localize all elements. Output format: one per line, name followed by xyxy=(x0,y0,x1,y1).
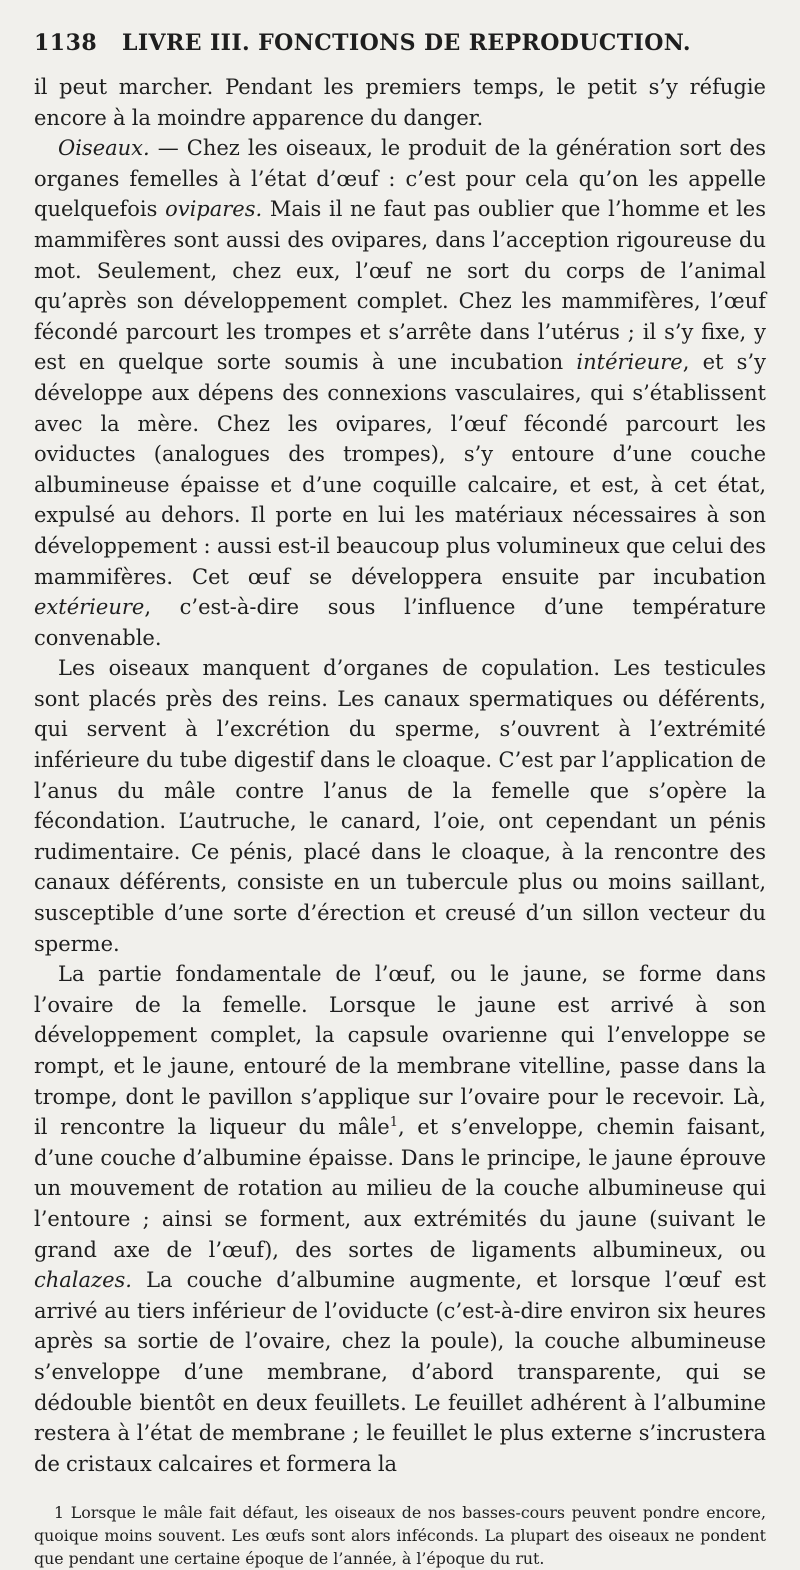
text-run: , et s’enveloppe, chemin faisant, d’une couche d’albumine épaisse. Dans le principe, le jaune éprouve un mouvement de rotation au milieu de la couche albumineuse qui l’entoure ; ainsi se forment, aux extrémités du jaune (suivant le grand axe de l’œuf), des sortes de ligaments albumineux, ou xyxy=(34,1115,766,1262)
paragraph xyxy=(34,72,766,133)
footnote-ref: 1 xyxy=(389,1115,398,1131)
text-run: Les oiseaux manquent d’organes de copulation. Les testicules sont placés près des reins. Les canaux spermatiques ou déférents, qui servent à l’excrétion du sperme, s’ouvrent à l’extrémité inférieure du tube digestif dans le cloaque. C’est par l’application de l’anus du mâle contre l’anus de la femelle que s’opère la fécondation. L’autruche, le canard, l’oie, ont cependant un pénis rudimentaire. Ce pénis, placé dans le cloaque, à la rencontre des canaux déférents, consiste en un tubercule plus ou moins saillant, susceptible d’une sorte d’érection et creusé d’un sillon vecteur du sperme. xyxy=(34,656,766,956)
text-run: il peut marcher. Pendant les premiers temps, le petit s’y réfugie encore à la moindre apparence du danger. xyxy=(34,75,766,130)
footnotes xyxy=(34,1501,766,1570)
italic-term: chalazes. xyxy=(34,1268,132,1293)
text-run: La couche d’albumine augmente, et lorsque l’œuf est arrivé au tiers inférieur de l’oviducte (c’est-à-dire environ six heures après sa sortie de l’ovaire, chez la poule), la couche albumineuse s’enveloppe d’une membrane, d’abord transparente, qui se dédouble bientôt en deux feuillets. Le feuillet adhérent à l’albumine restera à l’état de membrane ; le feuillet le plus externe s’incrustera de cristaux calcaires et formera la xyxy=(34,1268,766,1476)
italic-term: extérieure xyxy=(34,595,145,620)
italic-term: intérieure xyxy=(576,350,683,375)
page-header xyxy=(34,30,766,72)
text-run: — Chez les oiseaux, le produit de la génération sort des organes femelles à l’état d’œuf : c’est pour cela qu’on les appelle quelquefois xyxy=(34,136,766,222)
footnote xyxy=(34,1501,766,1570)
body-text xyxy=(34,72,766,1479)
text-run: La partie fondamentale de l’œuf, ou le jaune, se forme dans l’ovaire de la femelle. Lorsque le jaune est arrivé à son développement complet, la capsule ovarienne qui l’enveloppe se rompt, et le jaune, entouré de la membrane vitelline, passe dans la trompe, dont le pavillon s’applique sur l’ovaire pour le recevoir. Là, il rencontre la liqueur du mâle xyxy=(34,962,766,1140)
running-head: LIVRE III. FONCTIONS DE REPRODUCTION. xyxy=(122,30,691,56)
text-run: Lorsque le mâle fait défaut, les oiseaux de nos basses-cours peuvent pondre encore, quoique moins souvent. Les œufs sont alors inféconds. La plupart des oiseaux ne pondent que pendant une certaine époque de l’année, à l’époque du rut. xyxy=(34,1503,766,1569)
italic-term: ovipares. xyxy=(165,197,263,222)
page-number: 1138 xyxy=(34,30,98,56)
paragraph xyxy=(34,133,766,653)
paragraph xyxy=(34,653,766,959)
text-run: Mais il ne faut pas oublier que l’homme et les mammifères sont aussi des ovipares, dans l’acception rigoureuse du mot. Seulement, chez eux, l’œuf ne sort du corps de l’animal qu’après son développement complet. Chez les mammifères, l’œuf fécondé parcourt les trompes et s’arrête dans l’utérus ; il s’y fixe, y est en quelque sorte soumis à une incubation xyxy=(34,197,767,375)
paragraph xyxy=(34,959,766,1479)
italic-term: Oiseaux. xyxy=(58,136,150,161)
text-run: , c’est-à-dire sous l’influence d’une température convenable. xyxy=(34,595,766,650)
text-run: , et s’y développe aux dépens des connexions vasculaires, qui s’établissent avec la mère. Chez les ovipares, l’œuf fécondé parcourt les oviductes (analogues des trompes), s’y entoure d’une couche albumineuse épaisse et d’une coquille calcaire, et est, à cet état, expulsé au dehors. Il porte en lui les matériaux nécessaires à son développement : aussi est-il beaucoup plus volumineux que celui des mammifères. Cet œuf se développera ensuite par incubation xyxy=(34,350,766,589)
text-run: 1 xyxy=(54,1503,65,1523)
